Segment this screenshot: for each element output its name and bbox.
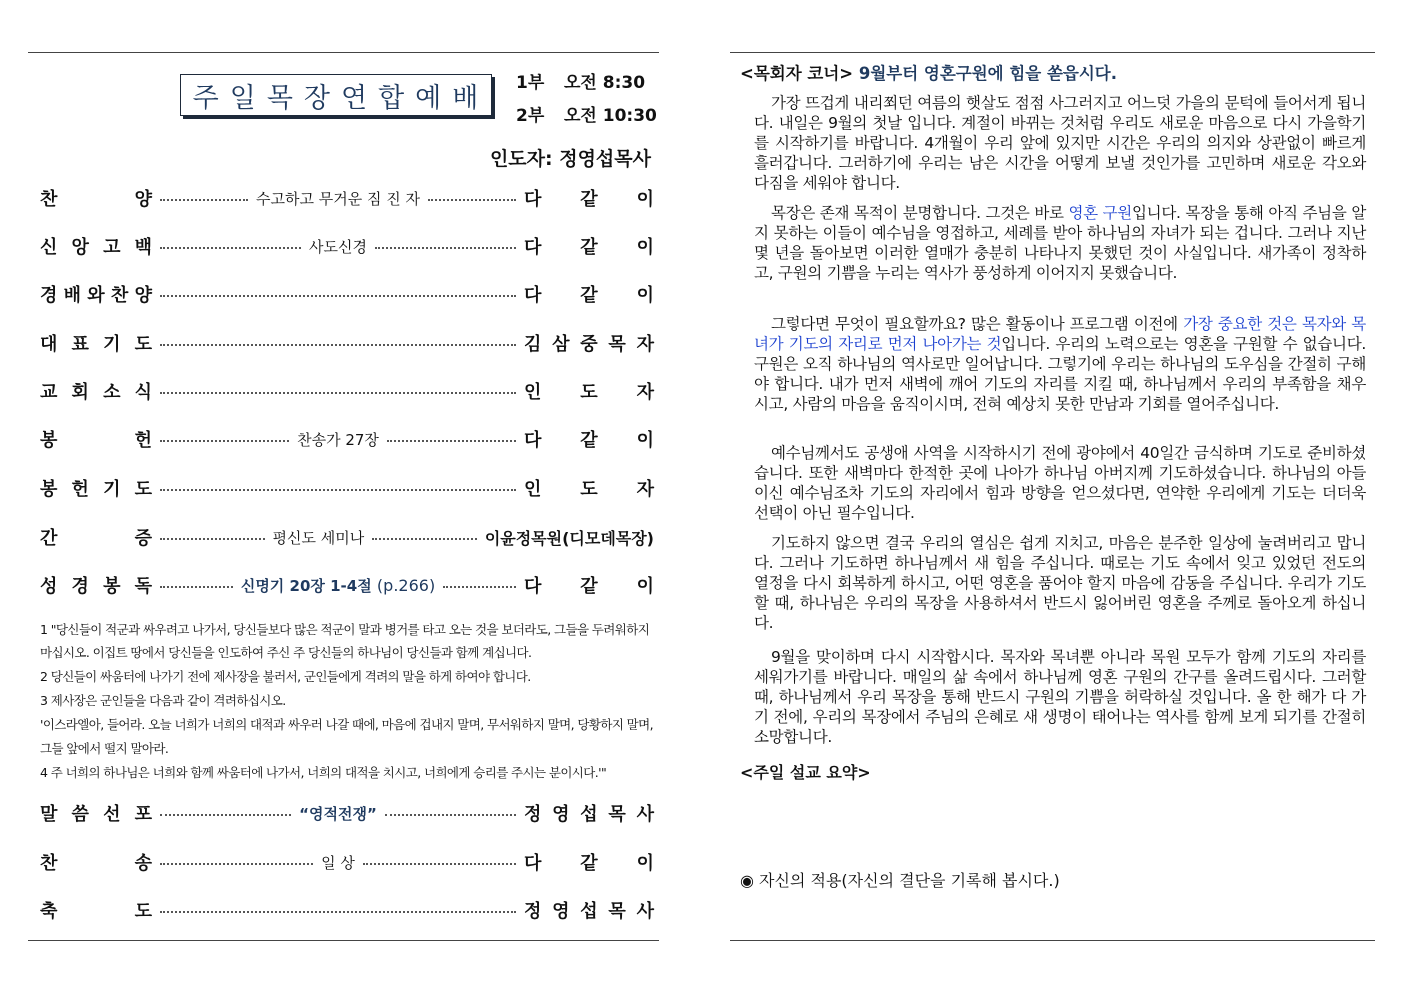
char: 자 [636,334,654,355]
char: 삼 [552,334,570,355]
char: 기 [103,334,121,355]
order-person: 이윤정목원(디모데목장) [484,528,654,548]
char: 다 [524,189,542,210]
dot-leader [160,803,516,824]
dot-line [160,911,516,913]
order-label [40,185,152,211]
char: 같 [580,853,598,874]
order-person [524,849,654,875]
char: 같 [580,576,598,597]
char: 다 [524,237,542,258]
char: 같 [580,430,598,451]
char: 헌 [71,479,89,500]
column-paragraph-1: 가장 뜨겁게 내리쬐던 여름의 햇살도 점점 사그러지고 어느덧 가을의 문턱에 들어서게 됩니다. 내일은 9월의 첫날 입니다. 계절이 바뀌는 것처럼 우리도 새로운 마음으로 다시 가을학기를 시작하기를 바랍니다. 4개월이 우리 앞에 있지만 시간은 우리의 의지와 상관없이 빠르게 흘러갑니다. 그러하기에 우리는 남은 시간을 어떻게 보낼 것인가를 고민하며 새로운 각오와 다짐을 세워야 합니다. [754,94,1366,192]
scripture-ref: 신명기 20장 1-4절 [240,576,377,595]
order-detail: 일 상 [321,853,355,872]
order-row [40,280,654,308]
order-detail: 찬송가 27장 [297,430,379,449]
char: 간 [40,528,58,549]
char: 인 [524,382,542,403]
order-label [40,426,152,452]
dot-leader [160,236,516,257]
dot-leader [160,188,516,209]
order-person [524,800,654,826]
dot-leader [160,388,516,394]
char: 도 [580,382,598,403]
scripture-line: 4 주 너희의 하나님은 너희와 함께 싸움터에 나가서, 너희의 대적을 치시고, 너희에게 승리를 주시는 분이시다.'" [40,765,607,780]
char: 도 [134,901,152,922]
page-title: 주일목장연합예배 [180,74,492,116]
order-row [40,184,654,212]
dot-leader [160,575,516,596]
dot-line [160,814,291,816]
order-person [524,897,654,923]
char: 영 [552,901,570,922]
dot-line [160,489,516,491]
text: 목장은 존재 목적이 분명합니다. 그것은 바로 [771,204,1069,222]
char: 찬 [40,189,58,210]
text: 입니다. 우리의 노력으로는 영혼을 구원할 수 없습니다. 구원은 오직 하나님의 역사로만 일어납니다. 그렇기에 우리는 하나님의 도우심을 간절히 구해야 합니다. 내가 먼저 새벽에 깨어 기도의 자리를 지킬 때, 하나님께서 우리의 부족함을 채우시고, 사람의 마음을 움직이시며, 전혀 예상치 못한 만남과 기회를 열어주십니다. [754,335,1366,413]
char: 인 [524,479,542,500]
dot-leader [160,852,516,873]
order-detail: 평신도 세미나 [272,528,365,547]
dot-line [443,586,516,588]
order-person [524,185,654,211]
top-rule-right [730,52,1375,53]
char: 표 [71,334,89,355]
char: 송 [134,853,152,874]
dot-leader [160,527,477,548]
order-label [40,572,152,598]
dot-leader [160,485,516,491]
char: 이 [636,285,654,306]
dot-line [160,538,265,540]
text: 그렇다면 무엇이 필요할까요? 많은 활동이나 프로그램 이전에 [771,315,1184,333]
service-part: 1부 [516,73,545,93]
dot-line [160,863,313,865]
char: 정 [524,901,542,922]
char: 고 [103,237,121,258]
column-paragraph-5: 기도하지 않으면 결국 우리의 열심은 쉽게 지치고, 마음은 분주한 일상에 눌려버리고 맙니다. 그러나 기도하면 하나님께서 새 힘을 주십니다. 때로는 기도 속에서 잊고 있었던 전도의 열정을 다시 회복하게 하시고, 어떤 영혼을 품어야 할지 마음에 감동을 주십니다. 우리가 기도할 때, 하나님은 우리의 목장을 사용하셔서 반드시 잃어버린 영혼을 주께로 돌아오게 하십니다. [754,534,1366,632]
highlight-text: 가장 중요한 것은 목자와 목녀가 기도의 자리로 먼저 나아가는 것 [754,315,1366,353]
top-rule-left [28,52,659,53]
scripture-line: 그들 앞에서 떨지 말아라. [40,741,169,756]
corner-title: 9월부터 영혼구원에 힘을 쏟읍시다. [858,64,1117,83]
bottom-rule-left [28,940,659,941]
dot-line [375,247,516,249]
char: 목 [608,334,626,355]
char: 선 [103,804,121,825]
char: 이 [636,430,654,451]
sermon-summary-heading: <주일 설교 요약> [740,763,871,782]
order-row [40,377,654,405]
char: 같 [580,189,598,210]
order-label [40,378,152,404]
dot-leader [160,429,516,450]
char: 양 [134,285,152,306]
char: 앙 [71,237,89,258]
order-row [40,848,654,876]
char: 양 [134,189,152,210]
dot-leader [160,907,516,913]
dot-leader [160,291,516,297]
dot-line [160,586,233,588]
char: 교 [40,382,58,403]
char: 헌 [134,430,152,451]
char: 섭 [580,901,598,922]
order-row [40,232,654,260]
dot-line [160,295,516,297]
char: 봉 [103,576,121,597]
char: 성 [40,576,58,597]
char: 이 [636,576,654,597]
char: 봉 [40,479,58,500]
char: 찬 [40,853,58,874]
order-person [524,330,654,356]
char: 독 [134,576,152,597]
char: 이 [636,853,654,874]
char: 자 [636,382,654,403]
char: 봉 [40,430,58,451]
dot-leader [160,340,516,346]
dot-line [387,440,516,442]
dot-line [160,344,516,346]
order-label [40,330,152,356]
page-ref: (p.266) [376,575,436,595]
application-heading: ◉ 자신의 적용(자신의 결단을 기록해 봅시다.) [740,871,1060,890]
scripture-line: 마십시오. 이집트 땅에서 당신들을 인도하여 주신 주 당신들의 하나님이 당신들과 함께 계십니다. [40,645,532,660]
column-paragraph-6: 9월을 맞이하며 다시 시작합시다. 목자와 목녀뿐 아니라 목원 모두가 함께 기도의 자리를 세워가기를 바랍니다. 매일의 삶 속에서 하나님께 영혼 구원의 간구를 올려드립시다. 그러할 때, 하나님께서 우리 목장을 통해 반드시 구원의 기쁨을 허락하실 것입니다. 올 한 해가 다 가기 전에, 우리의 목장에서 주님의 은혜로 새 생명이 태어나는 역사를 함께 보게 되기를 간절히 소망합니다. [754,648,1366,746]
char: 같 [580,285,598,306]
scripture-line: 1 "당신들이 적군과 싸우려고 나가서, 당신들보다 많은 적군이 말과 병거를 타고 오는 것을 보더라도, 그들을 두려워하지 [40,622,650,637]
column-paragraph-3 [754,314,1366,414]
dot-line [363,863,516,865]
char: 대 [40,334,58,355]
dot-line [160,199,248,201]
order-detail [233,575,443,596]
char: 백 [134,237,152,258]
order-row [40,523,654,551]
char: 찬 [110,285,129,306]
char: 와 [87,285,105,306]
dot-line [160,392,516,394]
char: 다 [524,285,542,306]
order-label [40,281,152,307]
dot-line [385,814,516,816]
char: 목 [608,901,626,922]
dot-line [372,538,477,540]
char: 중 [580,334,598,355]
char: 영 [552,804,570,825]
order-row [40,329,654,357]
order-label [40,475,152,501]
char: 정 [524,804,542,825]
char: 경 [40,285,58,306]
char: 김 [524,334,542,355]
service-part: 2부 [516,106,545,126]
order-person [524,475,654,501]
order-person [524,281,654,307]
service-time-2 [516,101,657,126]
order-detail: “영적전쟁” [299,804,377,823]
order-label [40,800,152,826]
order-row [40,425,654,453]
order-row [40,799,654,827]
char: 사 [636,901,654,922]
order-label [40,233,152,259]
corner-label: <목회자 코너> [740,64,854,83]
pastor-corner-heading [740,60,1117,84]
order-person [524,426,654,452]
order-label [40,849,152,875]
order-label [40,897,152,923]
char: 축 [40,901,58,922]
char: 다 [524,576,542,597]
char: 다 [524,853,542,874]
char: 목 [608,804,626,825]
order-row [40,474,654,502]
char: 이 [636,237,654,258]
order-label [40,524,152,550]
order-person [524,572,654,598]
scripture-line: '이스라엘아, 들어라. 오늘 너희가 너희의 대적과 싸우러 나갈 때에, 마음에 겁내지 말며, 무서워하지 말며, 당황하지 말며, [40,717,654,732]
dot-line [428,199,516,201]
char: 도 [134,334,152,355]
highlight-text: 영혼 구원 [1068,204,1132,222]
char: 섭 [580,804,598,825]
order-person [524,233,654,259]
worship-leader: 인도자: 정영섭목사 [489,148,651,170]
char: 식 [134,382,152,403]
char: 도 [580,479,598,500]
order-person [524,378,654,404]
char: 같 [580,237,598,258]
order-row [40,571,654,599]
scripture-line: 2 당신들이 싸움터에 나가기 전에 제사장을 불러서, 군인들에게 격려의 말을 하게 하여야 합니다. [40,669,531,684]
column-paragraph-4: 예수님께서도 공생애 사역을 시작하시기 전에 광야에서 40일간 금식하며 기도로 준비하셨습니다. 또한 새벽마다 한적한 곳에 나아가 하나님 아버지께 기도하셨습니다. 하나님의 아들이신 예수님조차 기도의 자리에서 힘과 방향을 얻으셨다면, 연약한 우리에게 기도는 더더욱 선택이 아닌 필수입니다. [754,444,1366,522]
scripture-line: 3 제사장은 군인들을 다음과 같이 격려하십시오. [40,693,286,708]
service-time: 오전 8:30 [564,73,646,93]
char: 자 [636,479,654,500]
dot-line [160,440,289,442]
service-time: 오전 10:30 [564,106,657,126]
order-row [40,896,654,924]
char: 씀 [71,804,89,825]
char: 배 [63,285,82,306]
char: 사 [636,804,654,825]
text: 입니다. 목장을 통해 아직 주님을 알지 못하는 이들이 예수님을 영접하고, 세례를 받아 하나님의 자녀가 되는 겁니다. 그러나 지난 몇 년을 돌아보면 이러한 열매가 충분히 나타나지 못했던 것이 사실입니다. 새가족이 정착하고, 구원의 기쁨을 누리는 역사가 풍성하게 이어지지 못했습니다. [754,204,1366,282]
char: 회 [71,382,89,403]
char: 포 [134,804,152,825]
bottom-rule-right [730,940,1375,941]
char: 도 [134,479,152,500]
dot-line [160,247,301,249]
char: 신 [40,237,58,258]
char: 다 [524,430,542,451]
char: 경 [71,576,89,597]
order-detail: 수고하고 무거운 짐 진 자 [256,189,420,208]
service-time-1 [516,68,645,93]
char: 이 [636,189,654,210]
order-detail: 사도신경 [309,237,367,256]
char: 증 [134,528,152,549]
char: 기 [103,479,121,500]
column-paragraph-2 [754,203,1366,283]
char: 말 [40,804,58,825]
char: 소 [103,382,121,403]
